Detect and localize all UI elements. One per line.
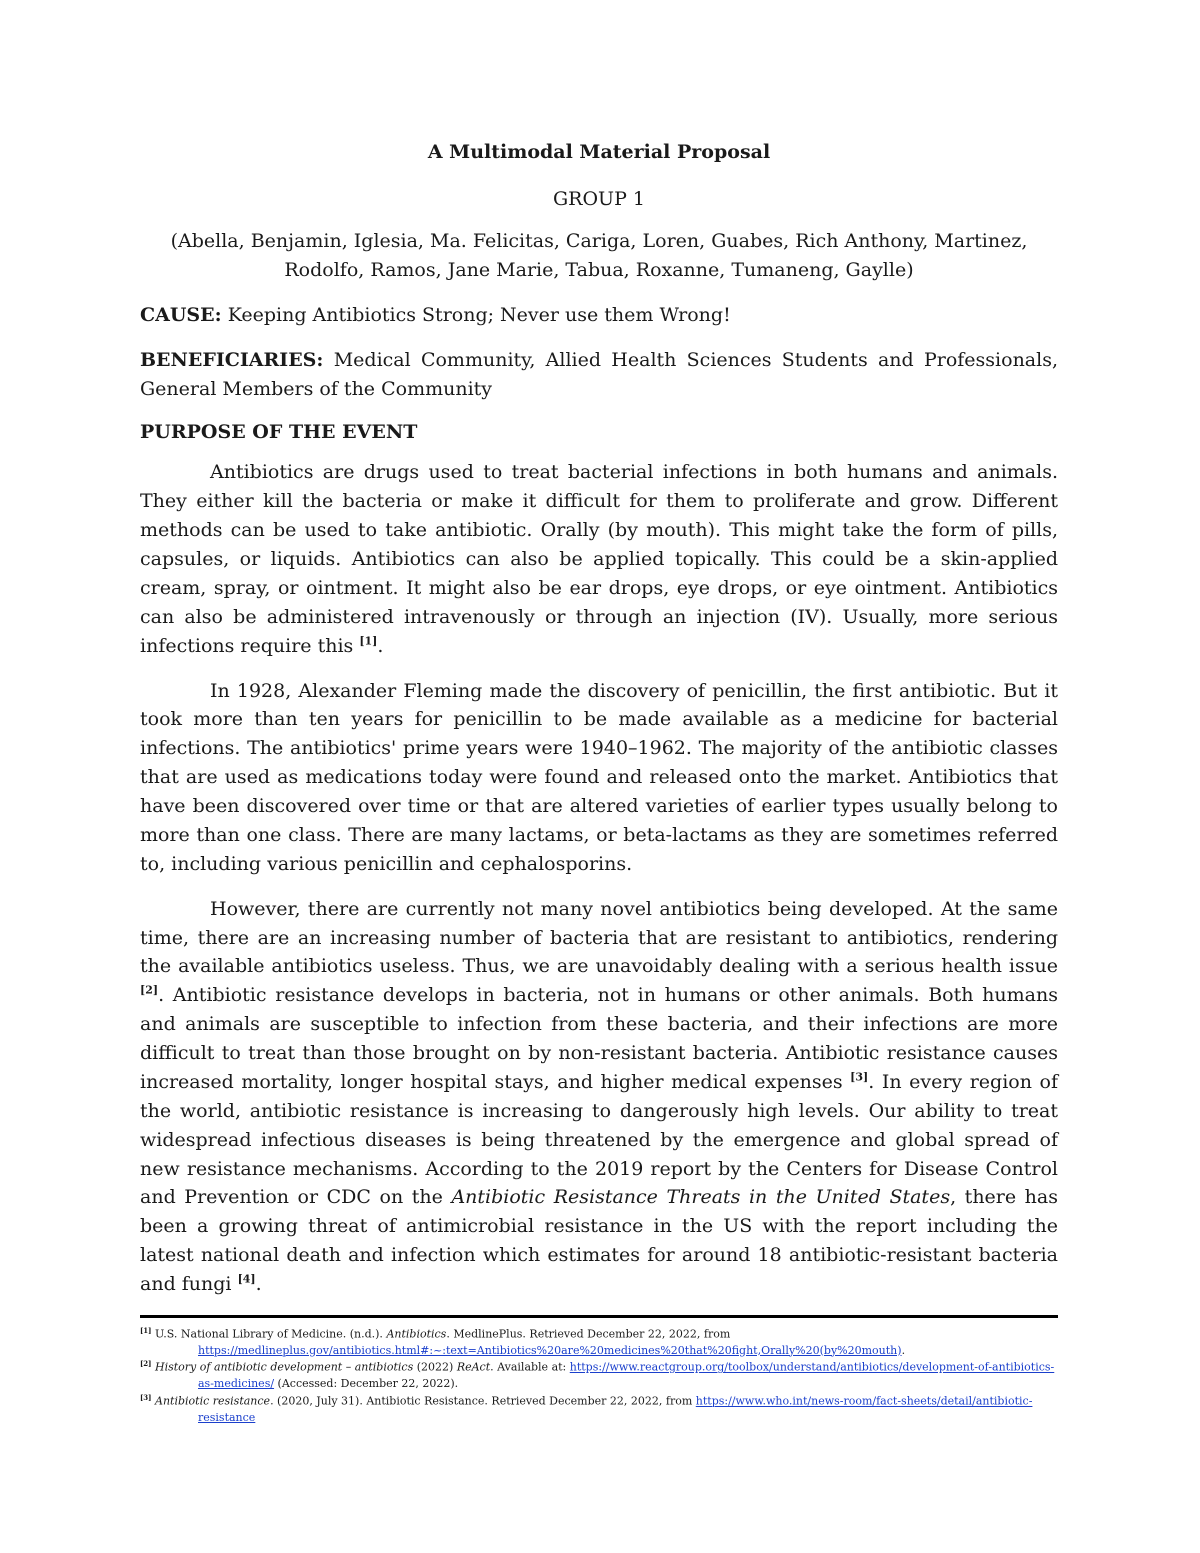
footnote-3-mark: [3] <box>140 1393 152 1402</box>
footnote-1-tail: . <box>901 1343 906 1357</box>
citation-ref-4: [4] <box>237 1272 256 1286</box>
footnote-2 <box>140 1359 1058 1392</box>
footnote-2-accessed: (Accessed: December 22, 2022). <box>277 1377 459 1391</box>
paragraph-1-text: Antibiotics are drugs used to treat bacterial infections in both humans and animals. They either kill the bacteria or make it difficult for them to proliferate and grow. Different methods can be used to take antibiotic. Orally (by mouth). This might take the form of pills, capsules, or liquids. Antibiotics can also be applied topically. This could be a skin-applied cream, spray, or ointment. It might also be ear drops, eye drops, or eye ointment. Antibiotics can also be administered intravenously or through an injection (IV). Usually, more serious infections require this <box>140 461 1058 657</box>
cause-field <box>140 301 1058 330</box>
group-members <box>140 227 1058 285</box>
beneficiaries-label: BENEFICIARIES: <box>140 349 324 371</box>
footnote-3-link[interactable]: https://www.who.int/news-room/fact-sheets/detail/antibiotic-resistance <box>198 1394 1033 1424</box>
cause-label: CAUSE: <box>140 304 222 327</box>
footnote-3 <box>140 1393 1058 1426</box>
footnote-2-publisher: ReAct <box>456 1361 491 1375</box>
footnote-3-source: . (2020, July 31). Antibiotic Resistance. Retrieved December 22, 2022, from <box>270 1394 693 1408</box>
footnote-1-title: Antibiotics <box>386 1327 447 1341</box>
footnote-2-link[interactable]: https://www.reactgroup.org/toolbox/understand/antibiotics/development-of-antibiotics-as-medicines/ <box>198 1361 1055 1391</box>
footnote-2-year: (2022) <box>416 1361 454 1375</box>
paragraph-history <box>140 677 1058 879</box>
beneficiaries-text: Medical Community, Allied Health Sciences Students and Professionals, General Members of the Community <box>140 349 1058 400</box>
cause-text: Keeping Antibiotics Strong; Never use them Wrong! <box>227 304 731 327</box>
paragraph-3-part-3: . In every region of the world, antibiotic resistance is increasing to dangerously high levels. Our ability to treat widespread infectious diseases is being threatened by the emergence and global spread of new resistance mechanisms. According to the 2019 report by the Centers for Disease Control and Prevention or CDC on the <box>140 1070 1058 1209</box>
paragraph-3-end: . <box>255 1273 262 1296</box>
footnote-separator <box>140 1315 1058 1318</box>
footnote-3-title: Antibiotic resistance <box>155 1394 271 1408</box>
paragraph-antibiotics-overview <box>140 458 1058 660</box>
footnotes <box>140 1326 1058 1426</box>
report-title: Antibiotic Resistance Threats in the United States <box>451 1186 951 1209</box>
citation-ref-2: [2] <box>140 983 159 997</box>
beneficiaries-field <box>140 346 1058 404</box>
paragraph-1-end: . <box>377 634 384 657</box>
footnote-1-mark: [1] <box>140 1325 152 1335</box>
footnote-2-title: History of antibiotic development – antibiotics <box>155 1361 414 1375</box>
footnote-1-author: U.S. National Library of Medicine. (n.d.). <box>155 1327 383 1341</box>
paragraph-3-part-2: . Antibiotic resistance develops in bacteria, not in humans or other animals. Both humans and animals are susceptible to infection from these bacteria, and their infections are more difficult to treat than those brought on by non-resistant bacteria. Antibiotic resistance causes increased mortality, longer hospital stays, and higher medical expenses <box>140 984 1058 1093</box>
paragraph-3-part-4: , there has been a growing threat of antimicrobial resistance in the US with the report including the latest national death and infection which estimates for around 18 antibiotic-resistant bacteria and fungi <box>140 1186 1058 1296</box>
footnote-2-available: . Available at: <box>490 1361 567 1375</box>
footnote-2-mark: [2] <box>140 1359 152 1369</box>
footnote-1-source: . MedlinePlus. Retrieved December 22, 2022, from <box>446 1327 731 1341</box>
paragraph-resistance <box>140 895 1058 1299</box>
paragraph-3-part-1: However, there are currently not many novel antibiotics being developed. At the same time, there are an increasing number of bacteria that are resistant to antibiotics, rendering the available antibiotics useless. Thus, we are unavoidably dealing with a serious health issue <box>140 897 1058 978</box>
citation-ref-1: [1] <box>359 634 378 648</box>
members-line-1: (Abella, Benjamin, Iglesia, Ma. Felicitas, Cariga, Loren, Guabes, Rich Anthony, Martinez, <box>170 230 1028 253</box>
footnote-1 <box>140 1326 1058 1359</box>
document-title: A Multimodal Material Proposal <box>427 141 771 163</box>
citation-ref-3: [3] <box>850 1070 869 1084</box>
members-line-2: Rodolfo, Ramos, Jane Marie, Tabua, Roxanne, Tumaneng, Gaylle) <box>284 259 914 282</box>
document-page <box>140 140 1058 1427</box>
purpose-heading: PURPOSE OF THE EVENT <box>140 420 418 443</box>
paragraph-2-text: In 1928, Alexander Fleming made the discovery of penicillin, the first antibiotic. But it took more than ten years for penicillin to be made available as a medicine for bacterial infections. The antibiotics' prime years were 1940–1962. The majority of the antibiotic classes that are used as medications today were found and released onto the market. Antibiotics that have been discovered over time or that are altered varieties of earlier types usually belong to more than one class. There are many lactams, or beta-lactams as they are sometimes referred to, including various penicillin and cephalosporins. <box>140 679 1058 875</box>
footnote-1-link[interactable]: https://medlineplus.gov/antibiotics.html#:~:text=Antibiotics%20are%20medicines%20that%20fight,Orally%20(by%20mouth) <box>198 1343 902 1357</box>
group-label: GROUP 1 <box>553 187 645 210</box>
